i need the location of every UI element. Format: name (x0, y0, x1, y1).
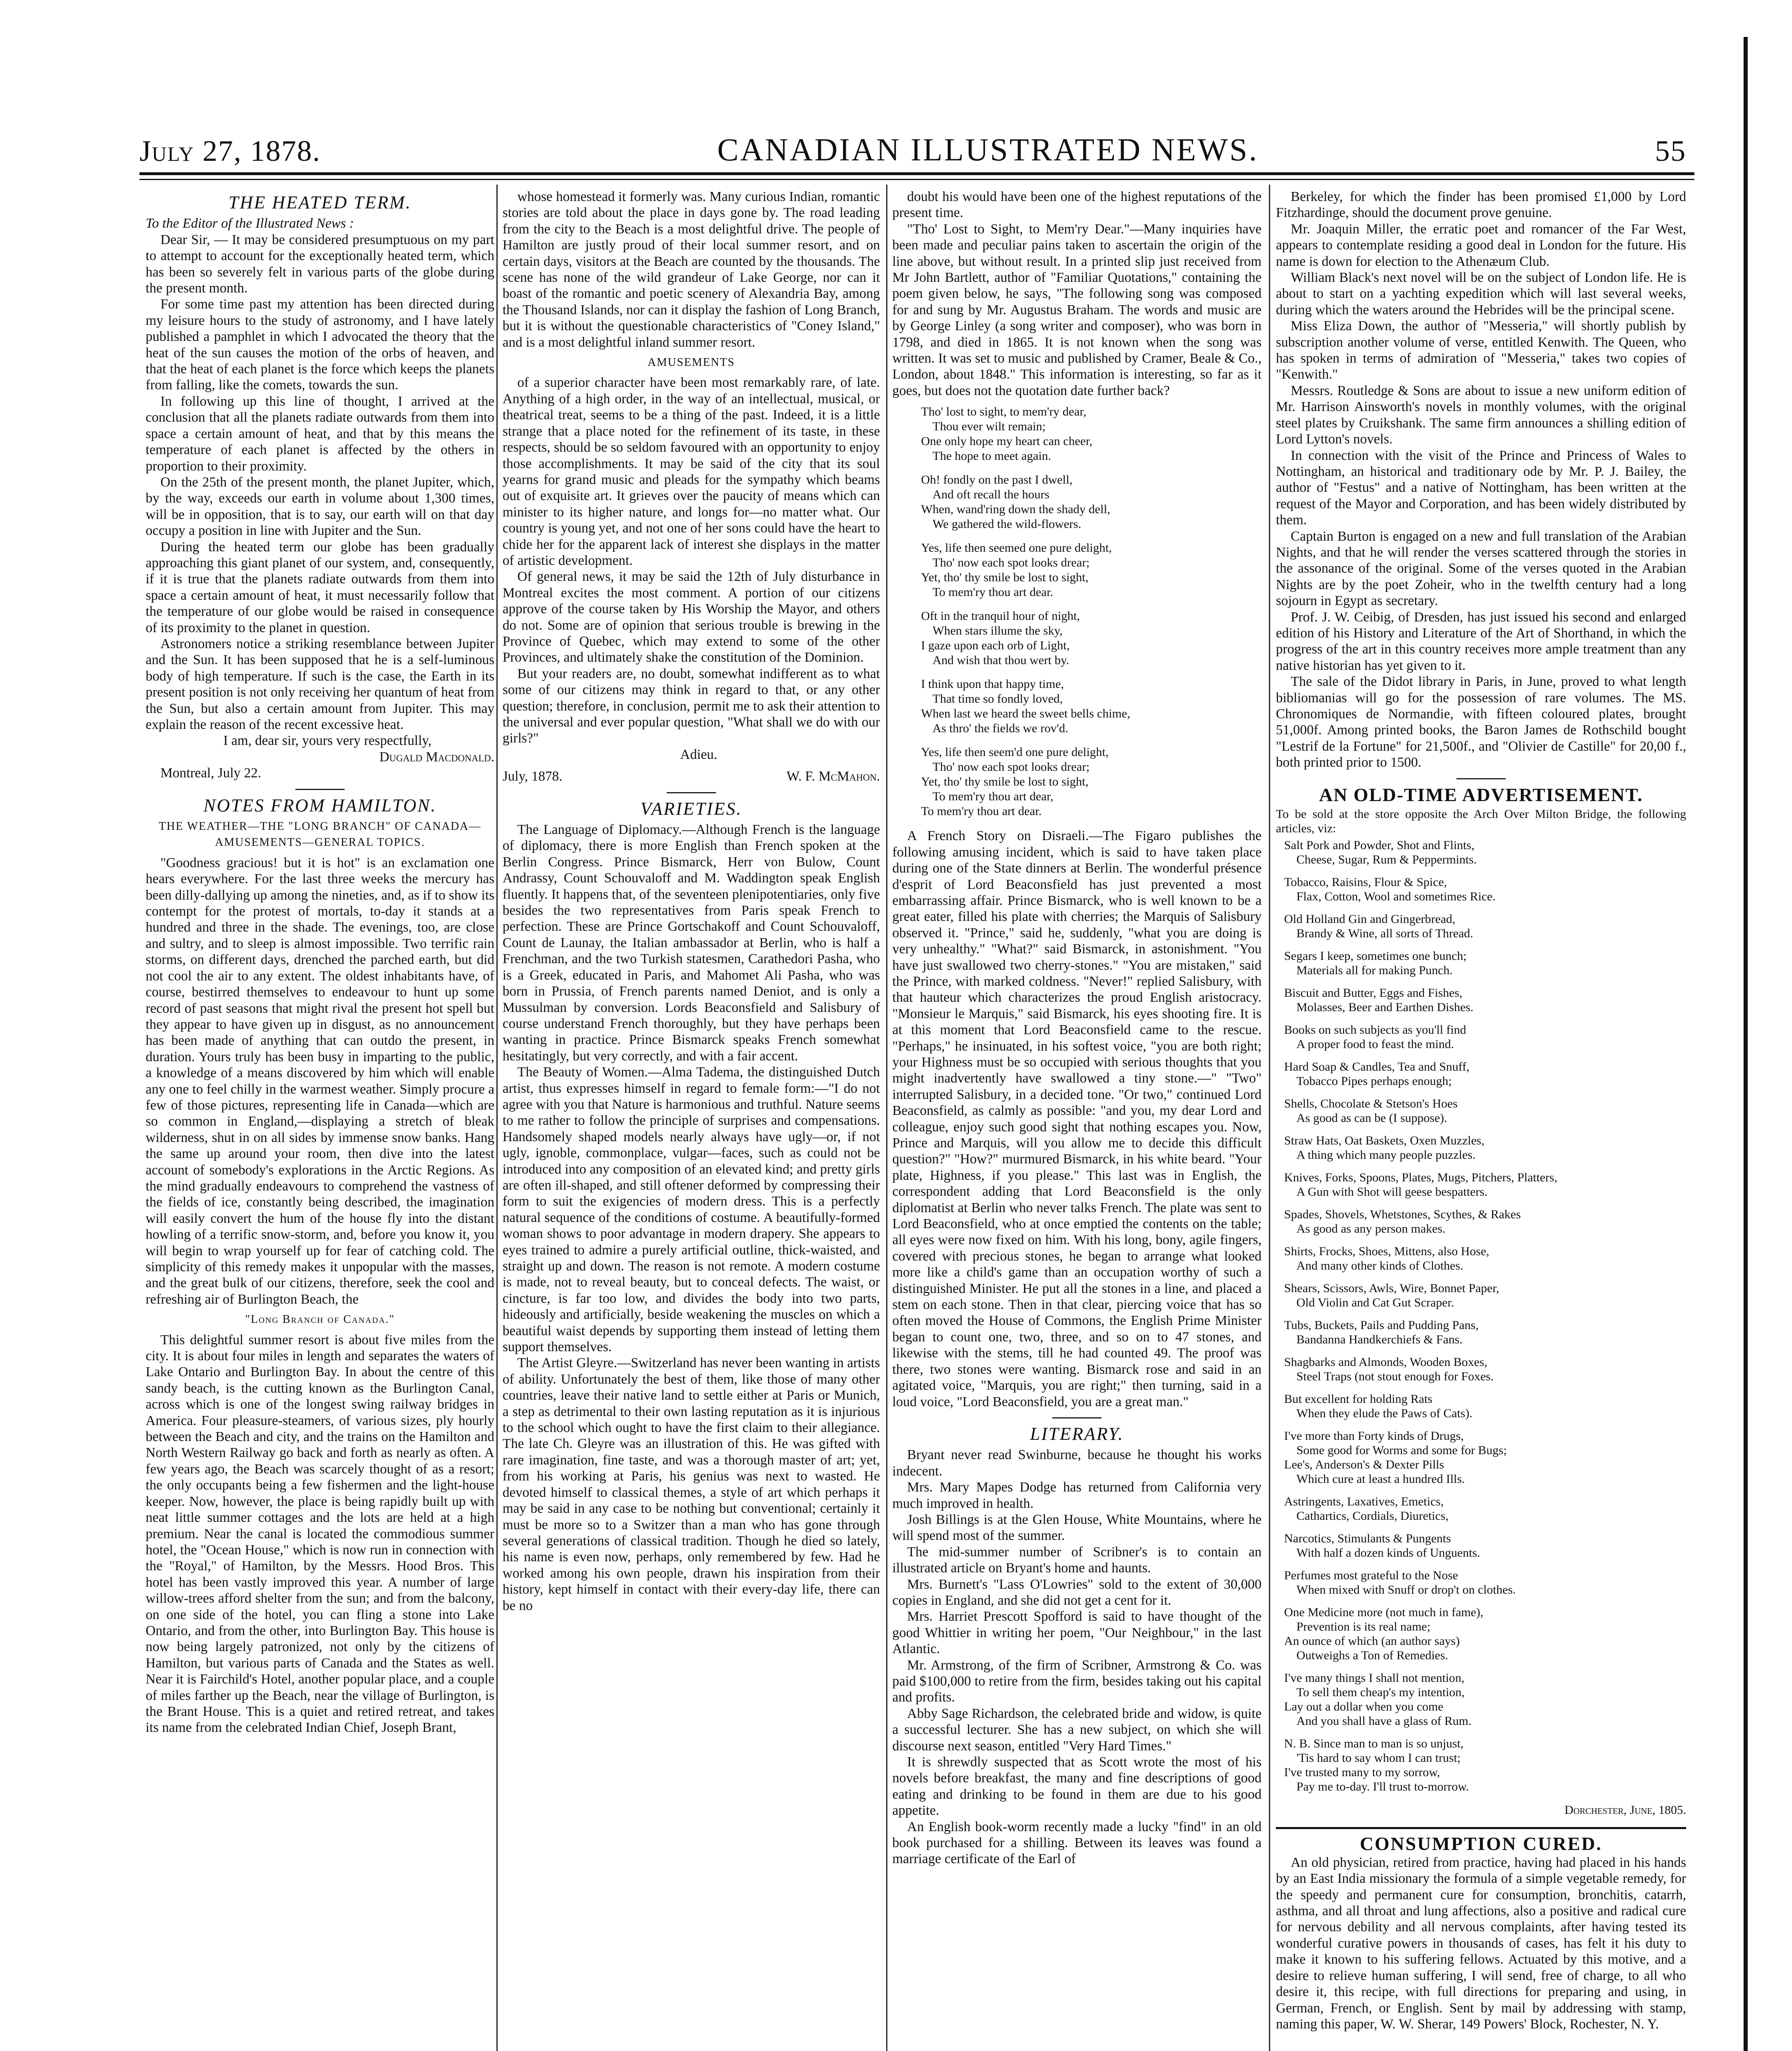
paragraph: In following up this line of thought, I arrived at the conclusion that all the planets radiate outwards from them into space a certain amount of heat, and that by this means the temperature of each planet is affected by the others in proportion to their proximity. (146, 393, 494, 474)
paragraph: Mrs. Mary Mapes Dodge has returned from California very much improved in health. (892, 1480, 1262, 1511)
literary-body (892, 1447, 1262, 1867)
advertisement-item (1284, 1023, 1686, 1051)
section-subheading-amusements: AMUSEMENTS (647, 356, 735, 369)
verse-line: That time so fondly loved, (933, 692, 1063, 706)
verse-line: When mixed with Snuff or drop't on clothes. (1296, 1583, 1516, 1597)
verse-line: 'Tis hard to say whom I can trust; (1296, 1751, 1461, 1765)
advertisement-item (1284, 838, 1686, 867)
article-heading-varieties: VARIETIES. (640, 798, 742, 819)
poem-stanza (921, 609, 1262, 668)
amusements-body (503, 375, 880, 746)
poem (921, 404, 1262, 819)
advertisement-item (1284, 1494, 1686, 1523)
paragraph: Abby Sage Richardson, the celebrated bride and widow, is quite a successful lecturer. She has a new subject, on which she will discourse next season, entitled "Very Hard Times." (892, 1706, 1262, 1754)
verse-line: Prevention is its real name; (1296, 1620, 1431, 1634)
verse-line: One only hope my heart can cheer, (921, 434, 1093, 448)
verse-line: I've many things I shall not mention, (1284, 1671, 1465, 1685)
verse-line: When last we heard the sweet bells chime, (921, 707, 1130, 721)
verse-line: To mem'ry thou art dear, (933, 790, 1054, 804)
article-heading-heated-term: THE HEATED TERM. (228, 192, 412, 212)
advertisement-item (1284, 1318, 1686, 1347)
verse-line: Cathartics, Cordials, Diuretics, (1296, 1509, 1449, 1523)
paragraph: Bryant never read Swinburne, because he thought his works indecent. (892, 1447, 1262, 1479)
verse-line: N. B. Since man to man is so unjust, (1284, 1737, 1464, 1751)
poem-stanza (921, 404, 1262, 464)
notice-body: An old physician, retired from practice, having had placed in his hands by an East India missionary the formula of a simple vegetable remedy, for the speedy and permanent cure for consumption, bronchitis, catarrh, asthma, and all throat and lung affections, also a positive and radical cure for nervous debility and all nervous complaints, after having tested its wonderful curative powers in thousands of cases, has felt it his duty to make it known to his suffering fellows. Actuated by this motive, and a desire to relieve human suffering, I will send, free of charge, to all who desire it, this recipe, with full directions for preparing and using, in German, French, or English. Sent by mail by addressing with stamp, naming this paper, W. W. Sherar, 149 Powers' Block, Rochester, N. Y. (1276, 1855, 1686, 2032)
verse-line: Tobacco Pipes perhaps enough; (1296, 1074, 1452, 1088)
verse-line: A thing which many people puzzles. (1296, 1148, 1476, 1162)
verse-line: The hope to meet again. (933, 449, 1051, 463)
verse-line: Shells, Chocolate & Stetson's Hoes (1284, 1097, 1458, 1111)
verse-line: A Gun with Shot will geese bespatters. (1296, 1185, 1488, 1199)
paragraph: Messrs. Routledge & Sons are about to issue a new uniform edition of Mr. Harrison Ainsworth's novels in monthly volumes, with the original steel plates by Cruikshank. The same firm announces a shilling edition of Lord Lytton's novels. (1276, 383, 1686, 447)
verse-line: Tho' lost to sight, to mem'ry dear, (921, 405, 1086, 419)
divider (667, 792, 716, 793)
letter-place-date: Montreal, July 22. (160, 765, 261, 781)
page-number: 55 (1655, 135, 1686, 167)
advertisement-item (1284, 875, 1686, 904)
column-divider (886, 185, 887, 2051)
advertisement-item (1284, 1568, 1686, 1597)
paragraph: Dear Sir, — It may be considered presumptuous on my part to attempt to account for the exceptionally heated term, which has been so severely felt in various parts of the globe during the present month. (146, 232, 494, 296)
poem-stanza (921, 473, 1262, 532)
verse-line: Cheese, Sugar, Rum & Peppermints. (1296, 853, 1477, 867)
verse-line: As good as can be (I suppose). (1296, 1111, 1447, 1125)
masthead-rule-thin (139, 179, 1694, 180)
verse-line: Yes, life then seemed one pure delight, (921, 541, 1112, 555)
paragraph: In connection with the visit of the Prince and Princess of Wales to Nottingham, an historical and traditionary ode by Mr. P. J. Bailey, the author of "Festus" and a native of Nottingham, has been written at the request of the Mayor and Corporation, and has been widely distributed by them. (1276, 448, 1686, 528)
paragraph: Of general news, it may be said the 12th of July disturbance in Montreal excites the most comment. A portion of our citizens approve of the course taken by His Worship the Mayor, and others do not. Some are of opinion that serious trouble is brewing in the Province of Quebec, which may extend to some of the other Provinces, and ultimately shake the constitution of the Dominion. (503, 569, 880, 665)
verse-line: Segars I keep, sometimes one bunch; (1284, 949, 1467, 963)
paragraph: The mid-summer number of Scribner's is to contain an illustrated article on Bryant's home and haunts. (892, 1544, 1262, 1576)
verse-line: Bandanna Handkerchiefs & Fans. (1296, 1333, 1463, 1347)
advertisement-item (1284, 986, 1686, 1014)
hamilton-body-2 (146, 1332, 494, 1736)
verse-line: Tho' now each spot looks drear; (933, 760, 1090, 774)
masthead-rule (139, 172, 1694, 175)
verse-line: When stars illume the sky, (933, 624, 1063, 638)
verse-line: Which cure at least a hundred Ills. (1296, 1472, 1465, 1486)
varieties-body (503, 822, 880, 1614)
verse-line: Tubs, Buckets, Pails and Pudding Pans, (1284, 1318, 1479, 1332)
paragraph: During the heated term our globe has been gradually approaching this giant planet of our system, and, consequently, if it is true that the planets radiate outwards from them into space a certain amount of heat, it must necessarily follow that the temperature of our globe would be raised in consequence of its proximity to the planet in question. (146, 539, 494, 635)
hamilton-body (146, 855, 494, 1307)
masthead (139, 123, 1686, 168)
paragraph: doubt his would have been one of the highest reputations of the present time. (892, 189, 1262, 221)
verse-line: When they elude the Paws of Cats). (1296, 1407, 1473, 1421)
paragraph: William Black's next novel will be on the subject of London life. He is about to start on a yachting expedition which will last several weeks, during which the waters around the Hebrides will be the principal scene. (1276, 270, 1686, 317)
column-divider (496, 185, 498, 2051)
paragraph: "Goodness gracious! but it is hot" is an exclamation one hears everywhere. For the last three weeks the mercury has been dilly-dallying up among the nineties, and, as if to show its contempt for the protest of mortals, to-day it stands at a hundred and three in the shade. The evenings, too, are close and sultry, and to sleep is almost impossible. Two terrific rain storms, on different days, drenched the parched earth, but did not cool the air to any extent. The oldest inhabitants have, of course, bestirred themselves to endeavour to hunt up some record of past seasons that might rival the present hot spell but they appear to have given up in disgust, as no announcement has been made of anything that can outdo the present, in duration. Yours truly has been busy in imparting to the public, a knowledge of a means discovered by him which will enable any one to feel chilly in the warmest weather. Simply procure a few of those pictures, representing life in Canada—which are so common in England,—displaying a stretch of bleak wilderness, shut in on all sides by immense snow banks. Hang the same up around your room, then dive into the latest account of somebody's explorations in the Arctic Regions. As the mind gradually endeavours to comprehend the vastness of the fields of ice, constantly being described, the imagination will easily convert the hum of the house fly into the distant howling of a terrific snow-storm, and, before you know it, you will begin to wrap yourself up for fear of catching cold. The simplicity of this remedy makes it unpopular with the masses, and the great bulk of our citizens, therefore, seek the cool and refreshing air of Burlington Beach, the (146, 855, 494, 1307)
varieties-continued (892, 189, 1262, 399)
advertisement-item (1284, 1281, 1686, 1310)
verse-line: Narcotics, Stimulants & Pungents (1284, 1532, 1451, 1546)
advertisement-item (1284, 1736, 1686, 1794)
advertisement-item (1284, 1133, 1686, 1162)
paragraph: Captain Burton is engaged on a new and full translation of the Arabian Nights, and that he will render the verses scattered through the stories in the assonance of the original. Some of the verses quoted in the Arabian Nights are by the poet Zoheir, who in the twelfth century had a long sojourn in Egypt as secretary. (1276, 528, 1686, 609)
verse-line: To mem'ry thou art dear. (933, 585, 1054, 599)
advertisement-item (1284, 1531, 1686, 1560)
verse-line: Oh! fondly on the past I dwell, (921, 473, 1073, 487)
letter-signoff (503, 768, 880, 784)
verse-line: Lay out a dollar when you come (1284, 1700, 1444, 1714)
verse-line: We gathered the wild-flowers. (933, 517, 1081, 531)
verse-line: Materials all for making Punch. (1296, 964, 1453, 978)
verse-line: Lee's, Anderson's & Dexter Pills (1284, 1458, 1444, 1472)
paragraph: Mrs. Burnett's "Lass O'Lowries" sold to the extent of 30,000 copies in England, and she did not get a cent for it. (892, 1576, 1262, 1608)
paragraph: For some time past my attention has been directed during my leisure hours to the study of astronomy, and I have lately published a pamphlet in which I advocated the theory that the heat of the sun causes the motion of the orbs of heaven, and that the heat of each planet is the force which keeps the planets from falling, like the comets, towards the sun. (146, 297, 494, 393)
article-heading-hamilton: NOTES FROM HAMILTON. (203, 795, 437, 815)
verse-line: Pay me to-day. I'll trust to-morrow. (1296, 1780, 1469, 1794)
verse-line: And wish that thou wert by. (933, 653, 1070, 667)
verse-line: I've trusted many to my sorrow, (1284, 1766, 1440, 1779)
paragraph: Prof. J. W. Ceibig, of Dresden, has just issued his second and enlarged edition of his History and Literature of the Art of Shorthand, in which the progress of the art in this country receives more ample treatment than any native historian has yet given to it. (1276, 609, 1686, 673)
paragraph: whose homestead it formerly was. Many curious Indian, romantic stories are told about the place in days gone by. The road leading from the city to the Beach is a most delightful drive. The people of Hamilton are justly proud of their local summer resort, and on certain days, visitors at the Beach are counted by the thousands. The scene has none of the wild grandeur of Lake George, nor can it boast of the romantic and poetic scenery of Alexandria Bay, among the Thousand Islands, nor can it display the fashion of Long Branch, but it is without the questionable characteristics of "Coney Island," and is a most delightful inland summer resort. (503, 189, 880, 350)
paragraph: Berkeley, for which the finder has been promised £1,000 by Lord Fitzhardinge, should the document prove genuine. (1276, 189, 1686, 221)
verse-line: Steel Traps (not stout enough for Foxes. (1296, 1370, 1494, 1384)
verse-line: An ounce of which (an author says) (1284, 1634, 1460, 1648)
advertisement-item (1284, 1060, 1686, 1088)
divider (1456, 778, 1506, 779)
column-divider (1269, 185, 1270, 2051)
paragraph: The Beauty of Women.—Alma Tadema, the distinguished Dutch artist, thus expresses himself in regard to female form:—"I do not agree with you that Nature is harmonious and truthful. Nature seems to me rather to follow the principle of surprises and compensations. Handsomely shaped models nearly always have ugly—or, if not ugly, ignoble, commonplace, vulgar—faces, such as could not be introduced into any composition of an elevated kind; and pretty girls are often ill-shaped, and still oftener deformed by compressing their form to suit the exigencies of modern dress. This is a perfectly natural sequence of the conditions of costume. A beautifully-formed woman shows to poor advantage in modern drapery. She appears to eyes trained to admire a purely artificial outline, thick-waisted, and straight up and down. The reason is not remote. A modern costume is made, not to reveal beauty, but to conceal defects. The waist, or cincture, is far too low, and divides the body into two parts, hideously and artificially, beside weakening the muscles on which a beautiful waist depends by supporting them instead of letting them support themselves. (503, 1064, 880, 1355)
verse-line: Shagbarks and Almonds, Wooden Boxes, (1284, 1355, 1488, 1369)
verse-line: To sell them cheap's my intention, (1296, 1686, 1465, 1699)
verse-line: A proper food to feast the mind. (1296, 1037, 1454, 1051)
article-heading-literary: LITERARY. (1030, 1423, 1124, 1444)
verse-line: With half a dozen kinds of Unguents. (1296, 1546, 1480, 1560)
notice-heading: CONSUMPTION CURED. (1360, 1833, 1602, 1855)
verse-line: I've more than Forty kinds of Drugs, (1284, 1429, 1464, 1443)
verse-line: Molasses, Beer and Earthen Dishes. (1296, 1000, 1474, 1014)
advertisement-item (1284, 912, 1686, 941)
verse-line: Spades, Shovels, Whetstones, Scythes, & Rakes (1284, 1208, 1521, 1222)
verse-line: Thou ever wilt remain; (933, 420, 1046, 434)
verse-line: Shirts, Frocks, Shoes, Mittens, also Hose, (1284, 1245, 1490, 1258)
verse-line: Biscuit and Butter, Eggs and Fishes, (1284, 986, 1463, 1000)
disraeli-story (892, 828, 1262, 1410)
letter-signature: W. F. McMahon. (786, 769, 880, 784)
verse-line: Salt Pork and Powder, Shot and Flints, (1284, 838, 1474, 852)
verse-line: Outweighs a Ton of Remedies. (1296, 1649, 1448, 1663)
heated-term-body (146, 232, 494, 733)
divider (1052, 1417, 1102, 1418)
advertisement-item (1284, 1605, 1686, 1663)
verse-line: Old Violin and Cat Gut Scraper. (1296, 1296, 1454, 1310)
poem-stanza (921, 745, 1262, 819)
article-subheading: THE WEATHER—THE "LONG BRANCH" OF CANADA—AMUSEMENTS—GENERAL TOPICS. (159, 820, 481, 849)
advertisement-heading: AN OLD-TIME ADVERTISEMENT. (1319, 784, 1643, 805)
paragraph: The Language of Diplomacy.—Although French is the language of diplomacy, there is more English than French spoken at the Berlin Congress. Prince Bismarck, Herr von Bulow, Count Andrassy, Count Schouvaloff and M. Waddington speak English fluently. It happens that, of the seventeen plenipotentiaries, only five besides the two representatives from Paris speak French to perfection. These are Prince Gortschakoff and Count Schouvaloff, Count de Launay, the Italian ambassador at Berlin, who is half a Frenchman, and the two Turkish statesmen, Carathedori Pasha, who is a Greek, educated in Paris, and Mahomet Ali Pasha, who was born in Prussia, of French parents named Deniot, and is only a Mussulman by conversion. Lords Beaconsfield and Salisbury of course understand French thoroughly, but they have perhaps been wanting in practice. Prince Bismarck speaks French somewhat hesitatingly, but very correctly, and with a fair accent. (503, 822, 880, 1064)
paragraph: Mr. Armstrong, of the firm of Scribner, Armstrong & Co. was paid $100,000 to retire from the firm, besides taking out his capital and profits. (892, 1657, 1262, 1705)
verse-line: As good as any person makes. (1296, 1222, 1446, 1236)
verse-line: And you shall have a glass of Rum. (1296, 1714, 1472, 1728)
advertisement-item (1284, 1207, 1686, 1236)
letter-date: July, 1878. (503, 769, 562, 784)
poem-stanza (921, 677, 1262, 736)
verse-line: Yes, life then seem'd one pure delight, (921, 745, 1109, 759)
column-3 (892, 189, 1262, 2051)
advertisement-item (1284, 1355, 1686, 1384)
verse-line: When, wand'ring down the shady dell, (921, 502, 1111, 516)
consumption-notice (1276, 1827, 1686, 2032)
advertisement-intro: To be sold at the store opposite the Arch Over Milton Bridge, the following articles, viz: (1276, 807, 1686, 836)
paragraph: A French Story on Disraeli.—The Figaro publishes the following amusing incident, which is said to have taken place during one of the State dinners at Berlin. The wonderful présence d'esprit of Lord Beaconsfield has just prevented a most embarrassing affair. Prince Bismarck, who is well known to be a great eater, filled his plate with cherries; the Marquis of Salisbury observed it. "Prince," said he, suddenly, "what you are doing is very unhealthy." "What?" said Bismarck, in astonishment. "You have just swallowed two cherry-stones." "You are mistaken," said the Prince, with marked coldness. "Never!" replied Salisbury, with that hauteur which characterizes the proud English aristocracy. "Monsieur le Marquis," said Bismarck, his eyes shooting fire. It is at this moment that Lord Beaconsfield came to the rescue. "Perhaps," he insinuated, in his softest voice, "you are both right; your Highness must be so occupied with serious thoughts that you might inadvertently have swallowed a tiny stone.—" "Two" interrupted Salisbury, in a decided tone. "Or two," continued Lord Beaconsfield, as calmly as possible: "and you, my dear Lord and colleague, enjoy such good sight that nothing escapes you. Now, Prince and Marquis, will you allow me to decide this difficult question?" "How?" murmured Bismarck, in his white beard. "Your plate, Highness, if you please." This last was in English, the correspondent adding that Lord Beaconsfield is the only diplomatist at Berlin who never talks French. The plate was sent to Lord Beaconsfield, who at once emptied the contents on the table; all eyes were now fixed on him. With his long, bony, agile fingers, covered with precious stones, he began to arrange what looked more like a child's game than an occupation worthy of such a distinguished Minister. He put all the stones in a line, and placed a stem on each stone. Then in that clear, piercing voice that has so often moved the House of Commons, the English Prime Minister began to count one, two, three, and so on to 47 stones, and likewise with the stems, till he had counted 49. The proof was there, two stones were wanting. Bismarck rose and said in an agitated voice, "Marquis, you are right;" then turning, said in a loud voice, "Lord Beaconsfield, you are a great man." (892, 828, 1262, 1409)
paragraph: Josh Billings is at the Glen House, White Mountains, where he will spend most of the summer. (892, 1512, 1262, 1544)
verse-line: Knives, Forks, Spoons, Plates, Mugs, Pitchers, Platters, (1284, 1171, 1557, 1185)
paragraph: Mr. Joaquin Miller, the erratic poet and romancer of the Far West, appears to contemplate residing a good deal in London for the future. His name is down for election to the Athenæum Club. (1276, 221, 1686, 269)
column-4 (1276, 189, 1686, 2051)
advertisement-item (1284, 1671, 1686, 1728)
letter-adieu: Adieu. (680, 747, 718, 762)
verse-line: And oft recall the hours (933, 488, 1049, 502)
poem-stanza (921, 541, 1262, 600)
advertisement-item (1284, 1244, 1686, 1273)
advertisement-list (1284, 838, 1686, 1794)
advertisement-item (1284, 1429, 1686, 1486)
paragraph: The Artist Gleyre.—Switzerland has never been wanting in artists of ability. Unfortunately the best of them, like those of many other countries, leave their native land to settle either at Paris or Munich, a step as detrimental to their own lasting reputation as it is injurious to the school which ought to have the first claim to their allegiance. The late Ch. Gleyre was an illustration of this. He was gifted with rare imagination, fine taste, and was a thorough master of art; yet, from his working at Paris, his genius was next to wasted. He devoted himself to classical themes, a style of art which perhaps it may be said in any case to be nothing but conventional; certainly it must be more so to a Switzer than a man who has gone through several generations of classical tradition. Though he died so lately, his name is even now, perhaps, only remembered by few. Had he worked among his own people, drawn his inspiration from their history, kept himself in contact with their every-day life, there can be no (503, 1355, 880, 1613)
verse-line: Astringents, Laxatives, Emetics, (1284, 1495, 1444, 1509)
issue-date: July 27, 1878. (139, 135, 321, 167)
paragraph: It is shrewdly suspected that as Scott wrote the most of his novels before breakfast, the many and fine descriptions of good eating and drinking to be found in them are due to his good appetite. (892, 1754, 1262, 1818)
advertisement-item (1284, 1096, 1686, 1125)
verse-line: One Medicine more (not much in fame), (1284, 1606, 1483, 1619)
advertisement-place-date: Dorchester, June, 1805. (1564, 1803, 1686, 1817)
paragraph: An English book-worm recently made a lucky "find" in an old book purchased for a shilling. Between its leaves was found a marriage certificate of the Earl of (892, 1819, 1262, 1867)
verse-line: I think upon that happy time, (921, 677, 1064, 691)
advertisement-item (1284, 1392, 1686, 1421)
verse-line: Yet, tho' thy smile be lost to sight, (921, 571, 1089, 585)
paragraph: Astronomers notice a striking resemblance between Jupiter and the Sun. It has been supposed that he is a self-luminous body of high temperature. If such is the case, the Earth in its present position is not only receiving her quantum of heat from the Sun, but also a certain amount from Jupiter. This may explain the reason of the recent excessive heat. (146, 636, 494, 732)
column-2 (503, 189, 880, 2051)
verse-line: But excellent for holding Rats (1284, 1392, 1433, 1406)
paragraph: Miss Eliza Down, the author of "Messeria," will shortly publish by subscription another volume of verse, entitled Kenwith. The Queen, who has spoken in terms of admiration of "Messeria," takes two copies of "Kenwith." (1276, 318, 1686, 382)
verse-line: Shears, Scissors, Awls, Wire, Bonnet Paper, (1284, 1281, 1499, 1295)
verse-line: Flax, Cotton, Wool and sometimes Rice. (1296, 890, 1496, 904)
verse-line: Books on such subjects as you'll find (1284, 1023, 1466, 1037)
letter-salutation-line: To the Editor of the Illustrated News : (146, 216, 354, 231)
hamilton-continued (503, 189, 880, 350)
verse-line: Hard Soap & Candles, Tea and Snuff, (1284, 1060, 1470, 1074)
newspaper-title: CANADIAN ILLUSTRATED NEWS. (717, 132, 1259, 167)
verse-line: Straw Hats, Oat Baskets, Oxen Muzzles, (1284, 1134, 1485, 1148)
paragraph: Mrs. Harriet Prescott Spofford is said to have thought of the good Whittier in writing her poem, "Our Neighbour," in the last Atlantic. (892, 1609, 1262, 1657)
verse-line: To mem'ry thou art dear. (921, 804, 1042, 818)
verse-line: Yet, tho' thy smile be lost to sight, (921, 775, 1089, 789)
advertisement-item (1284, 1170, 1686, 1199)
verse-line: Tobacco, Raisins, Flour & Spice, (1284, 875, 1447, 889)
literary-continued (1276, 189, 1686, 771)
paragraph: The sale of the Didot library in Paris, in June, proved to what length bibliomanias will go for the possession of rare volumes. The MS. Chronomiques de Normandie, with fifteen coloured plates, brought 51,000f. Among printed books, the Baron James de Rothschild bought "Lestrif de la Fortune" for 21,500f., and "Olivier de Castille" for 20,00 f., both printed prior to 1500. (1276, 674, 1686, 770)
verse-line: Tho' now each spot looks drear; (933, 556, 1090, 570)
verse-line: As thro' the fields we rov'd. (933, 722, 1068, 735)
paragraph: But your readers are, no doubt, somewhat indifferent as to what some of our citizens may think in regard to that, or any other question; therefore, in conclusion, permit me to ask their attention to the universal and ever popular question, "What shall we do with our girls?" (503, 666, 880, 746)
verse-line: Oft in the tranquil hour of night, (921, 609, 1080, 623)
paragraph: of a superior character have been most remarkably rare, of late. Anything of a high order, in the way of an intellectual, musical, or theatrical treat, seems to be a thing of the past. Indeed, it is a little strange that a place noted for the refinement of its taste, in these respects, should be so seldom favoured with an opportunity to enjoy those accomplishments. It may be said of the city that its soul yearns for grand music and pleads for the sympathy which beams out of exquisite art. It grieves over the paucity of means which can minister to its higher nature, and longs for—no matter what. Our country is young yet, and not one of her sons could have the heart to chide her for the apparent lack of interest she displays in the matter of artistic development. (503, 375, 880, 568)
paragraph: On the 25th of the present month, the planet Jupiter, which, by the way, exceeds our earth in volume about 1,300 times, will be in opposition, that is to say, our earth will on that day occupy a position in line with Jupiter and the Sun. (146, 474, 494, 539)
advertisement-item (1284, 949, 1686, 978)
verse-line: I gaze upon each orb of Light, (921, 639, 1070, 653)
verse-line: Old Holland Gin and Gingerbread, (1284, 912, 1456, 926)
divider (295, 789, 345, 790)
verse-line: Perfumes most grateful to the Nose (1284, 1569, 1458, 1583)
verse-line: Some good for Worms and some for Bugs; (1296, 1443, 1507, 1457)
letter-closing: I am, dear sir, yours very respectfully, (223, 733, 432, 749)
column-1 (146, 189, 494, 2051)
letter-signature: Dugald Macdonald. (379, 749, 494, 765)
verse-line: Brandy & Wine, all sorts of Thread. (1296, 927, 1473, 941)
verse-line: And many other kinds of Clothes. (1296, 1259, 1463, 1273)
paragraph: This delightful summer resort is about five miles from the city. It is about four miles in length and separates the waters of Lake Ontario and Burlington Bay. In about the centre of this sandy beach, is the cutting known as the Burlington Canal, across which is one of the longest swing railway bridges in America. Four pleasure-steamers, of various sizes, ply hourly between the Beach and city, and the trains on the Hamilton and North Western Railway go back and forth as nearly as often. A few years ago, the Beach was scarcely thought of as a resort; the only occupants being a few fishermen and the light-house keeper. Now, however, the place is being rapidly built up with neat little summer cottages and the lots are held at a high premium. Near the canal is located the commodious summer hotel, the "Ocean House," which is now run in connection with the "Royal," of Hamilton, by the Messrs. Hood Bros. This hotel has been vastly improved this year. A number of large willow-trees afford shelter from the sun; and from the balcony, on one side of the hotel, you can fling a stone into Lake Ontario, and from the other, into Burlington Bay. This house is now being largely patronized, not only by the citizens of Hamilton, but various parts of Canada and the States as well. Near it is Fairchild's Hotel, another popular place, and a couple of miles farther up the Beach, near the village of Burlington, is the Brant House. This is a quiet and retired retreat, and takes its name from the celebrated Indian Chief, Joseph Brant, (146, 1332, 494, 1736)
paragraph: "Tho' Lost to Sight, to Mem'ry Dear."—Many inquiries have been made and peculiar pains taken to ascertain the origin of the line above, but without result. In a printed slip just received from Mr John Bartlett, author of "Familiar Quotations," containing the poem given below, he says, "The following song was composed for and sung by Mr. Augustus Braham. The words and music are by George Linley (a song writer and composer), who was born in 1798, and died in 1865. It is not known when the song was written. It was set to music and published by Cramer, Beale & Co., London, about 1848." This information is interesting, so far as it goes, but does not the quotation date further back? (892, 221, 1262, 398)
section-subheading: "Long Branch of Canada." (245, 1313, 395, 1326)
